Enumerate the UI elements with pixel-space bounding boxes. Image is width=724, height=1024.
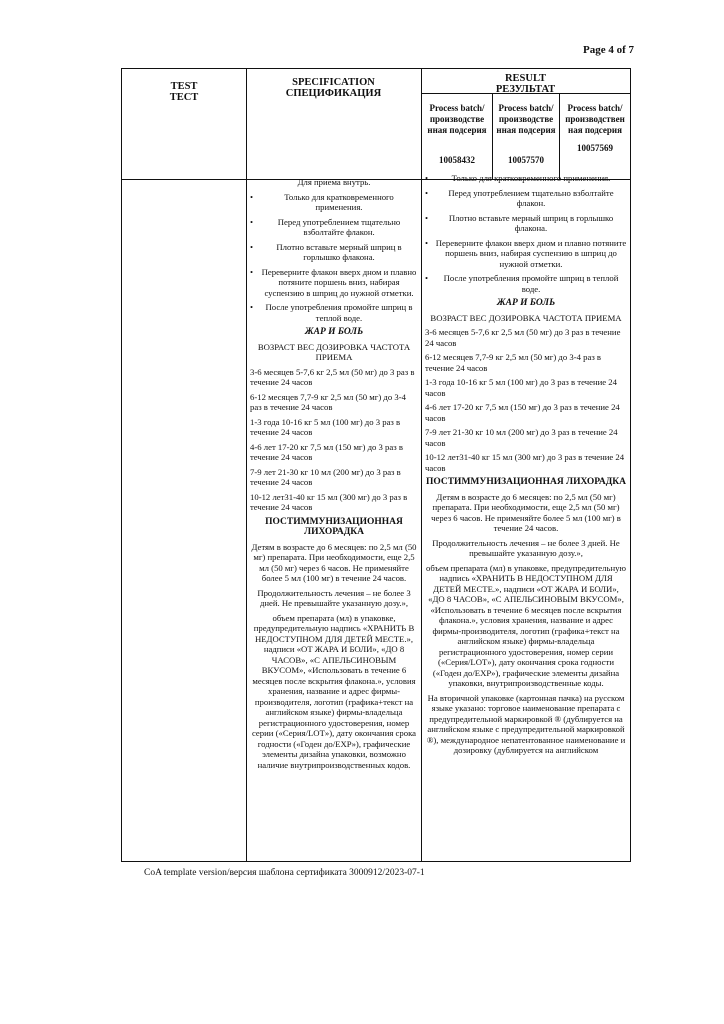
result-bullet: • Перед употреблением тщательно взболтайте флакон. [425,188,627,209]
result-bullet: • Только для кратковременного применения. [425,173,627,184]
spec-bullet: • Плотно вставьте мерный шприц в горлышко флакона. [250,242,418,263]
spec-dosage-row: 10-12 лет31-40 кг 15 мл (300 мг) до 3 раз в течение 24 часов [250,491,408,512]
footer-template-version: CoA template version/версия шаблона сертификата 3000912/2023-07-1 [144,868,425,878]
spec-bullet: • Только для кратковременного применения. [250,192,418,213]
batch-3-number: 10057569 [577,143,613,153]
result-paragraph: На вторичной упаковке (картонная пачка) на русском языке указано: торговое наименование препарата с предупредительной маркировкой ® (дублируется на английском языке с предупредительной маркировкой ®), международное непатентованное наименование и дозировку (дублируется на английском [426,692,626,755]
result-bullet: • После употребления промойте шприц в теплой воде. [425,273,627,294]
spec-dosage-row: 1-3 года 10-16 кг 5 мл (100 мг) до 3 раз в течение 24 часов [250,416,401,437]
result-dosage-row: 10-12 лет31-40 кг 15 мл (300 мг) до 3 раз в течение 24 часов [425,452,625,473]
result-dosage-row: 4-6 лет 17-20 кг 7,5 мл (150 мг) до 3 раз в течение 24 часов [425,402,620,423]
result-dosage-row: 1-3 года 10-16 кг 5 мл (100 мг) до 3 раз в течение 24 часов [425,377,617,398]
spec-dosage-header: ВОЗРАСТ ВЕС ДОЗИРОВКА ЧАСТОТА ПРИЕМА [257,341,411,362]
test-header: TEST ТЕСТ [169,81,199,103]
spec-heading: ПОСТИММУНИЗАЦИОННАЯ ЛИХОРАДКА [265,516,403,537]
spec-bullet: • После употребления промойте шприц в теплой воде. [250,302,418,323]
spec-paragraph: объем препарата (мл) в упаковке, предупредительную надпись «ХРАНИТЬ В НЕДОСТУПНОМ ДЛЯ ДЕТЕЙ МЕСТЕ.», надписи «ОТ ЖАРА И БОЛИ», «ДО 8 ЧАСОВ», «С АПЕЛЬСИНОВЫМ ВКУСОМ», «Использовать в течение 6 месяцев после вскрытия флакона.», условия хранения, название и адрес фирмы-производителя, логотип (графика+текст на английском языке) фирмы-владельца регистрационного удостоверения, номер серии («Серия/LOT»), дату окончания срока годности («Годен до/EXP»), графические элементы дизайна упаковки, возможно наличие внутрипроизводственных кодов. [251,612,417,770]
spec-paragraph: Детям в возрасте до 6 месяцев: по 2,5 мл (50 мг) препарата. При необходимости, еще 2,5 мл (50 мг) через 6 часов. Не применяйте более 5 мл (100 мг) в течение 24 часов. [251,541,417,583]
result-dosage-header: ВОЗРАСТ ВЕС ДОЗИРОВКА ЧАСТОТА ПРИЕМА [430,312,622,323]
result-bullet: • Плотно вставьте мерный шприц в горлышко флакона. [425,213,627,234]
result-paragraph: Детям в возрасте до 6 месяцев: по 2,5 мл (50 мг) препарата. При необходимости, еще 2,5 мл (50 мг) через 6 часов. Не применяйте более 5 мл (100 мг) в течение 24 часов. [431,491,621,533]
specification-column [250,177,418,859]
page-number: Page 4 of 7 [583,44,635,56]
batch-1-number: 10058432 [439,155,475,165]
spec-dosage-row: 3-6 месяцев 5-7,6 кг 2,5 мл (50 мг) до 3 раз в течение 24 часов [250,366,415,387]
result-dosage-row: 3-6 месяцев 5-7,6 кг 2,5 мл (50 мг) до 3 раз в течение 24 часов [425,327,621,348]
specification-table [121,68,631,862]
spec-dosage-row: 6-12 месяцев 7,7-9 кг 2,5 мл (50 мг) до 3-4 раз в течение 24 часов [250,391,406,412]
spec-paragraph: Продолжительность лечения – не более 3 дней. Не превышайте указанную дозу.», [257,587,411,608]
specification-header: SPECIFICATION СПЕЦИФИКАЦИЯ [285,77,382,99]
batch-2-label: Process batch/ производстве нная подсерия [496,103,556,135]
result-heading: ПОСТИММУНИЗАЦИОННАЯ ЛИХОРАДКА [425,477,627,487]
batch-3-label: Process batch/ производствен ная подсерия [565,103,625,135]
result-column [425,173,627,859]
spec-line: Для приема внутрь. [297,177,371,187]
result-header: RESULT РЕЗУЛЬТАТ [495,73,556,95]
result-heading: ЖАР И БОЛЬ [496,298,556,308]
spec-bullet: • Переверните флакон вверх дном и плавно потяните поршень вниз, набирая суспензию в шприц до нужной отметки. [250,267,418,299]
result-dosage-row: 7-9 лет 21-30 кг 10 мл (200 мг) до 3 раз в течение 24 часов [425,427,618,448]
result-paragraph: объем препарата (мл) в упаковке, предупредительную надпись «ХРАНИТЬ В НЕДОСТУПНОМ ДЛЯ ДЕТЕЙ МЕСТЕ.», надписи «ОТ ЖАРА И БОЛИ», «ДО 8 ЧАСОВ», «С АПЕЛЬСИНОВЫМ ВКУСОМ», «Использовать в течение 6 месяцев после вскрытия флакона.», условия хранения, название и адрес фирмы-производителя, логотип (графика+текст на английском языке) фирмы-владельца регистрационного удостоверения, номер серии («Серия/LOT»), дату окончания срока годности («Годен до/EXP»), графические элементы дизайна упаковки, внутрипроизводственные коды. [426,562,626,688]
spec-heading: ЖАР И БОЛЬ [304,327,364,337]
result-paragraph: Продолжительность лечения – не более 3 дней. Не превышайте указанную дозу.», [432,537,620,558]
result-bullet: • Переверните флакон вверх дном и плавно потяните поршень вниз, набирая суспензию в шприц до нужной отметки. [425,238,627,270]
batch-1-label: Process batch/ производстве нная подсерия [427,103,487,135]
spec-dosage-row: 4-6 лет 17-20 кг 7,5 мл (150 мг) до 3 раз в течение 24 часов [250,441,403,462]
spec-dosage-row: 7-9 лет 21-30 кг 10 мл (200 мг) до 3 раз в течение 24 часов [250,466,401,487]
batch-2-number: 10057570 [508,155,544,165]
spec-bullet: • Перед употреблением тщательно взболтайте флакон. [250,217,418,238]
result-dosage-row: 6-12 месяцев 7,7-9 кг 2,5 мл (50 мг) до 3-4 раз в течение 24 часов [425,352,602,373]
